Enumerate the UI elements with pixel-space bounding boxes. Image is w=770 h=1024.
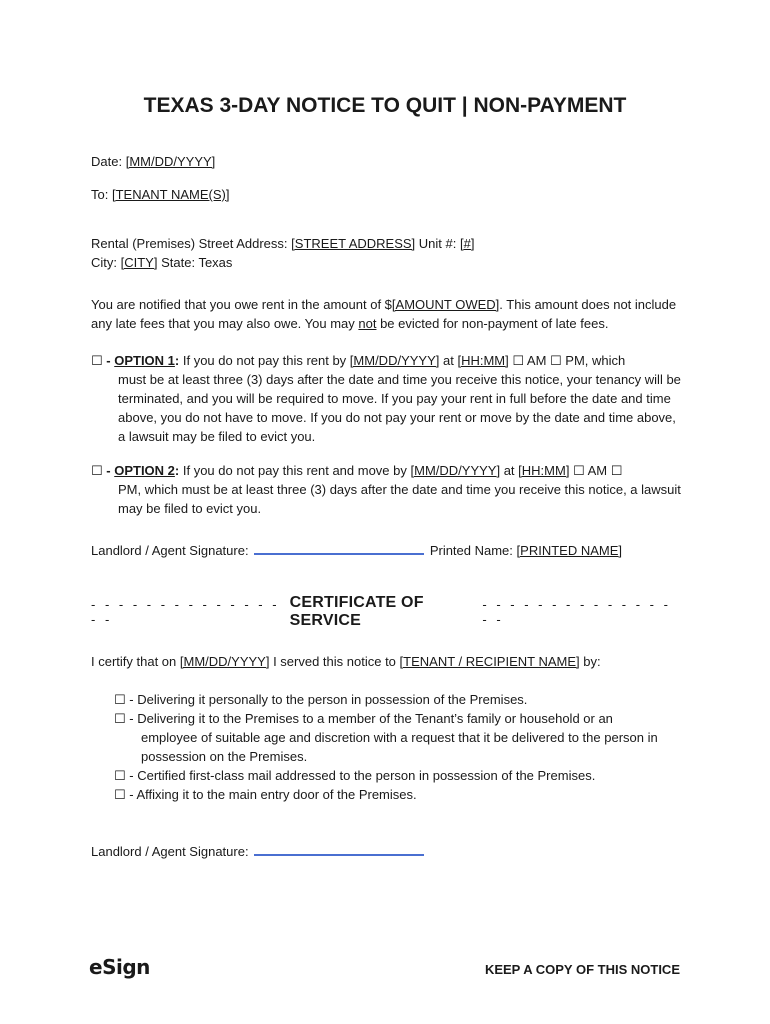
list-item [114,709,674,728]
recipient-name-field[interactable]: [TENANT / RECIPIENT NAME] [399,654,580,669]
service-date-field[interactable]: [MM/DD/YYYY] [179,654,270,669]
dashes-right: - - - - - - - - - - - - - - - - [482,597,671,627]
dashes-left: - - - - - - - - - - - - - - - - [91,597,280,627]
street-address-field[interactable]: [STREET ADDRESS] [291,236,416,251]
rent-notice-text-3: be evicted for non-payment of late fees. [376,316,609,332]
address-label: Rental (Premises) Street Address: [91,236,288,251]
option-2-text-a: If you do not pay this rent and move by [179,463,411,478]
option-2-text-b: at [500,463,519,478]
signature-2-label: Landlord / Agent Signature: [91,844,249,859]
not-emphasis: not [358,316,377,332]
option-1-colon: : [174,353,180,368]
signature-line-2 [91,842,426,861]
unit-field[interactable]: [#] [460,236,475,251]
option-1-text-rest: must be at least three (3) days after the date and time you receive this notice, your tenancy will be terminated, and you will be required to move. If you pay your rent in full before the date and time above, you do not have to move. If you do not pay your rent or move by the date and time above, a lawsuit may be filed to evict you. [118,372,681,444]
method-1-text: - Delivering it personally to the person in possession of the Premises. [125,692,528,707]
printed-name-field[interactable]: [PRINTED NAME] [516,543,622,558]
city-field[interactable]: [CITY] [120,255,158,270]
method-4-text: - Affixing it to the main entry door of the Premises. [125,787,417,802]
option-2-date-field[interactable]: [MM/DD/YYYY] [410,463,501,478]
amount-owed-field[interactable]: [AMOUNT OWED] [391,297,500,312]
option-1-checkbox[interactable]: ☐ [91,353,103,368]
signature-2-field[interactable] [254,842,424,856]
option-1-dash: - [102,353,115,368]
method-3-checkbox[interactable]: ☐ [114,768,126,783]
option-1-ampm-checkboxes[interactable]: ☐ AM ☐ PM, which [508,353,626,368]
option-1-label: OPTION 1 [114,353,175,368]
option-2-label: OPTION 2 [114,463,175,478]
keep-copy-notice: KEEP A COPY OF THIS NOTICE [484,962,680,977]
signature-1-field[interactable] [254,541,424,555]
certificate-header [91,594,681,630]
page-title: TEXAS 3-DAY NOTICE TO QUIT | NON-PAYMENT [143,94,627,117]
option-2-dash: - [102,463,115,478]
date-label: Date: [91,154,123,169]
certify-text-c: by: [579,654,601,669]
method-2-text: - Delivering it to the Premises to a member of the Tenant’s family or household or an [125,711,613,726]
city-line [91,253,232,272]
tenant-name-field[interactable]: [TENANT NAME(S)] [111,187,230,202]
certificate-title: CERTIFICATE OF SERVICE [289,594,424,629]
city-label: City: [91,255,117,270]
date-field[interactable]: [MM/DD/YYYY] [125,154,216,169]
list-item [114,690,674,709]
date-line [91,152,215,171]
method-1-checkbox[interactable]: ☐ [114,692,126,707]
address-line [91,234,474,253]
to-line [91,185,229,204]
list-item [114,785,674,804]
certify-text-b: I served this notice to [269,654,400,669]
option-2-colon: : [174,463,180,478]
state-value: Texas [198,255,233,270]
option-2-ampm-checkboxes[interactable]: ☐ AM ☐ [569,463,623,478]
certify-line [91,652,601,671]
option-2-block [91,461,681,518]
rent-notice-text-2: . This amount does not include any late fees that you may also owe. You may [91,297,677,332]
method-2-checkbox[interactable]: ☐ [114,711,126,726]
option-1-text-a: If you do not pay this rent by [179,353,350,368]
signature-1-label: Landlord / Agent Signature: [91,543,249,558]
service-methods-list [114,690,674,804]
unit-label: Unit #: [418,236,457,251]
option-1-time-field[interactable]: [HH:MM] [457,353,509,368]
method-2-text-cont: employee of suitable age and discretion with a request that it be delivered to the person in possession on the Premises. [141,730,658,764]
printed-name-label: Printed Name: [429,543,513,558]
certify-text-a: I certify that on [91,654,180,669]
option-2-checkbox[interactable]: ☐ [91,463,103,478]
option-1-text-b: at [439,353,458,368]
option-2-text-rest: PM, which must be at least three (3) days after the date and time you receive this notice, a lawsuit may be filed to evict you. [118,482,681,516]
rent-notice-paragraph [91,295,681,334]
esign-logo: eSign [89,955,150,979]
list-item [114,766,674,785]
option-2-time-field[interactable]: [HH:MM] [518,463,570,478]
rent-notice-text-1: You are notified that you owe rent in the amount of $ [91,297,392,312]
method-3-text: - Certified first-class mail addressed to the person in possession of the Premises. [125,768,596,783]
option-1-date-field[interactable]: [MM/DD/YYYY] [349,353,440,368]
method-4-checkbox[interactable]: ☐ [114,787,126,802]
to-label: To: [91,187,109,202]
state-label: State: [161,255,196,270]
signature-line-1 [91,541,622,560]
option-1-block [91,351,681,446]
